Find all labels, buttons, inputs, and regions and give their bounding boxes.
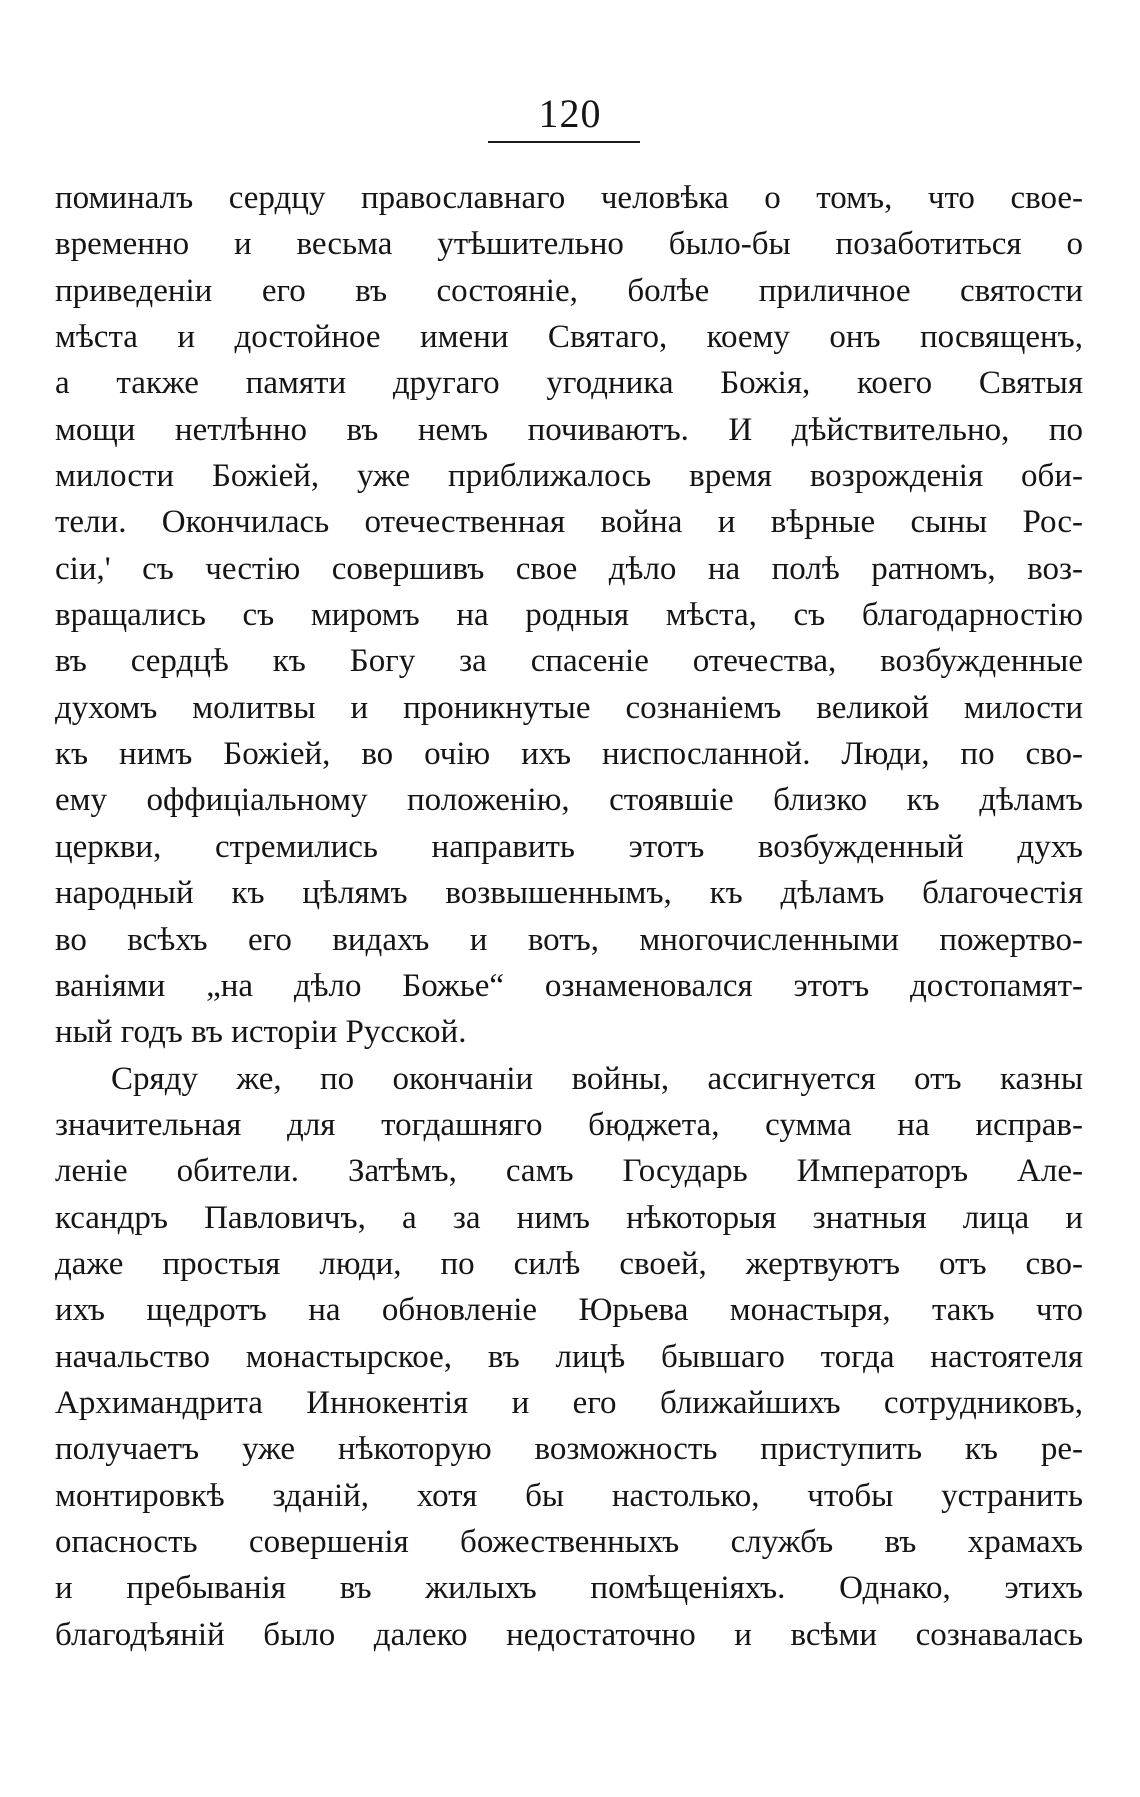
text-line: поминалъ сердцу православнаго человѣка о томъ, что свое- — [55, 180, 1083, 216]
page-number-rule — [488, 141, 640, 143]
text-line: Сряду же, по окончаніи войны, ассигнуется отъ казны — [111, 1060, 1083, 1097]
text-line: къ нимъ Божіей, во очію ихъ ниспосланной. Люди, по сво- — [55, 736, 1083, 773]
text-line: ный годъ въ исторіи Русской. — [55, 1014, 467, 1051]
text-line: леніе обители. Затѣмъ, самъ Государь Императоръ Але- — [55, 1153, 1083, 1190]
text-line: ваніями „на дѣло Божье“ ознаменовался этотъ достопамят- — [55, 967, 1083, 1004]
text-line: во всѣхъ его видахъ и вотъ, многочисленными пожертво- — [55, 921, 1083, 958]
text-line: и пребыванія въ жилыхъ помѣщеніяхъ. Однако, этихъ — [55, 1570, 1083, 1607]
text-line: приведеніи его въ состояніе, болѣе приличное святости — [55, 272, 1083, 309]
text-line: благодѣяній было далеко недостаточно и всѣми сознавалась — [55, 1616, 1083, 1653]
text-line: сіи,' съ честію совершивъ свое дѣло на полѣ ратномъ, воз- — [55, 550, 1083, 587]
body-text — [55, 175, 1083, 1658]
text-line: мѣста и достойное имени Святаго, коему онъ посвященъ, — [55, 319, 1083, 356]
text-line: получаетъ уже нѣкоторую возможность приступить къ ре- — [55, 1431, 1083, 1468]
page-number: 120 — [538, 91, 602, 136]
text-line: временно и весьма утѣшительно было-бы позаботиться о — [55, 226, 1083, 263]
text-line: опасность совершенія божественныхъ службъ въ храмахъ — [55, 1523, 1083, 1560]
text-line: ему оффиціальному положенію, стоявшіе близко къ дѣламъ — [55, 782, 1083, 819]
text-line: ксандръ Павловичъ, а за нимъ нѣкоторыя знатныя лица и — [55, 1199, 1083, 1236]
text-line: церкви, стремились направить этотъ возбужденный духъ — [55, 828, 1083, 865]
text-line: тели. Окончилась отечественная война и вѣрные сыны Рос- — [55, 504, 1083, 541]
text-line: милости Божіей, уже приближалось время возрожденія оби- — [55, 458, 1083, 495]
text-line: духомъ молитвы и проникнутые сознаніемъ великой милости — [55, 689, 1083, 726]
text-line: а также памяти другаго угодника Божія, коего Святыя — [55, 365, 1083, 402]
text-line: въ сердцѣ къ Богу за спасеніе отечества, возбужденные — [55, 643, 1083, 680]
text-line: Архимандрита Иннокентія и его ближайшихъ сотрудниковъ, — [55, 1384, 1083, 1421]
text-line: мощи нетлѣнно въ немъ почиваютъ. И дѣйствительно, по — [55, 411, 1083, 448]
text-line: народный къ цѣлямъ возвышеннымъ, къ дѣламъ благочестія — [55, 875, 1083, 912]
text-line: даже простыя люди, по силѣ своей, жертвуютъ отъ сво- — [55, 1245, 1083, 1282]
text-line: монтировкѣ зданій, хотя бы настолько, чтобы устранить — [55, 1477, 1083, 1514]
text-line: начальство монастырское, въ лицѣ бывшаго тогда настоятеля — [55, 1338, 1083, 1375]
text-line: значительная для тогдашняго бюджета, сумма на исправ- — [55, 1106, 1083, 1143]
text-line: вращались съ миромъ на родныя мѣста, съ благодарностію — [55, 597, 1083, 634]
text-line: ихъ щедротъ на обновленіе Юрьева монастыря, такъ что — [55, 1292, 1083, 1329]
